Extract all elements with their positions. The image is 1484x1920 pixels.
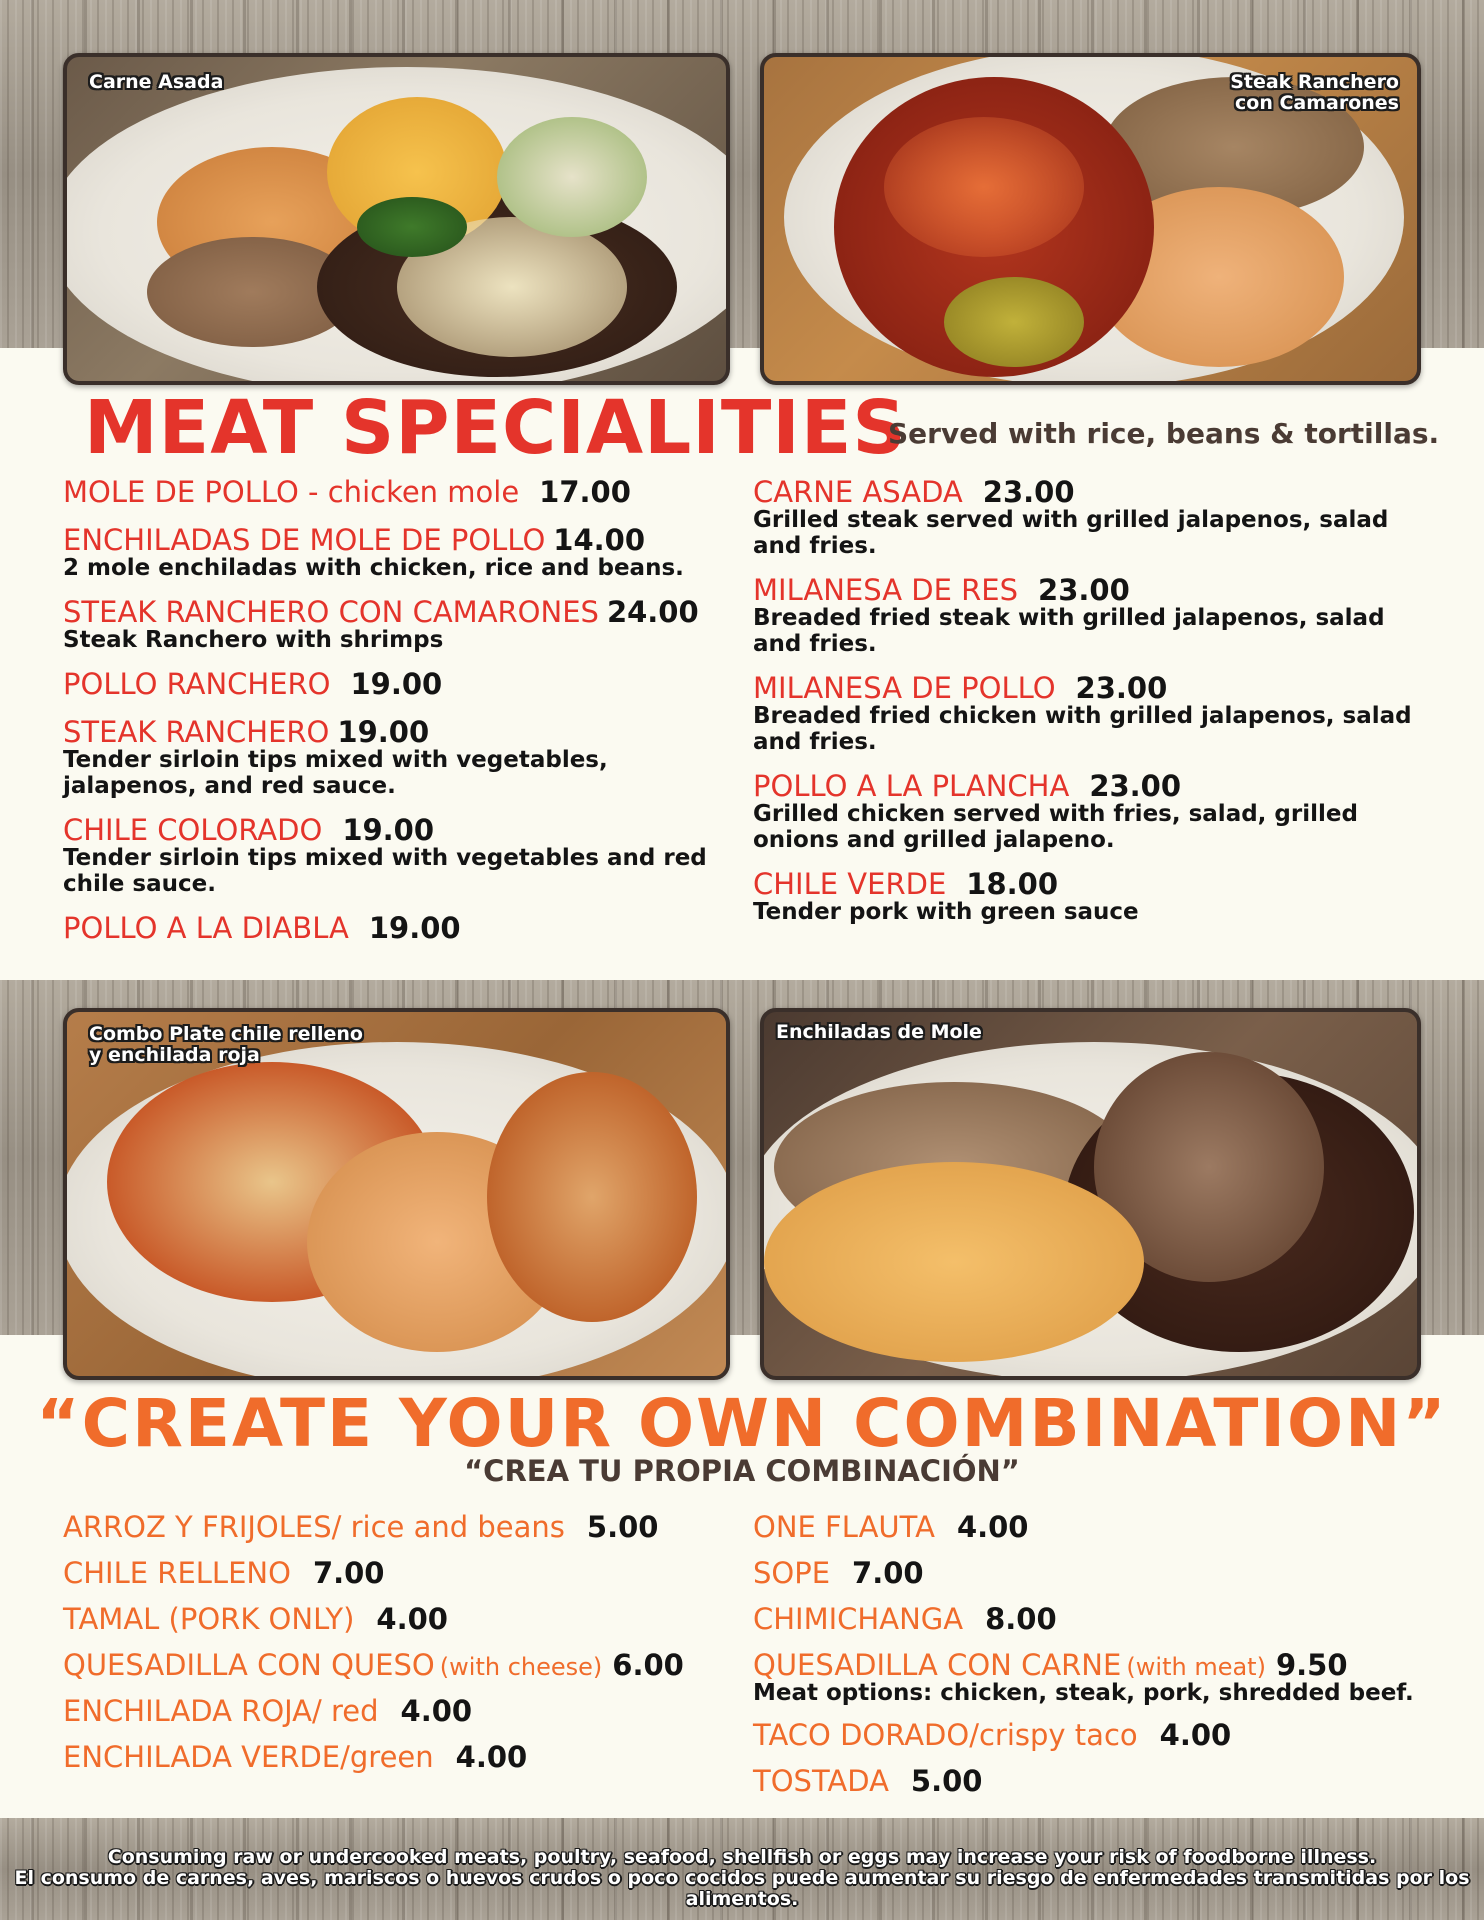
menu-item	[63, 667, 733, 701]
meat-specialities-title: MEAT SPECIALITIES	[84, 385, 907, 471]
item-name: CHILE RELLENO	[63, 1556, 291, 1590]
item-description: Steak Ranchero with shrimps	[63, 627, 444, 653]
combo-left-column	[63, 1510, 743, 1786]
item-price: 17.00	[539, 475, 631, 509]
photo-caption-enchiladas-mole: Enchiladas de Mole	[776, 1021, 982, 1043]
item-price: 4.00	[455, 1740, 528, 1774]
meat-left-column	[63, 475, 733, 959]
combo-item	[753, 1764, 1443, 1798]
item-price: 4.00	[1159, 1718, 1232, 1752]
item-name: CHILE VERDE	[753, 867, 947, 901]
item-price: 19.00	[368, 911, 461, 945]
item-price: 9.50	[1275, 1648, 1348, 1682]
shrimp	[884, 117, 1084, 257]
item-price: 24.00	[606, 595, 699, 629]
item-price: 23.00	[1075, 671, 1168, 705]
item-description: Tender pork with green sauce	[753, 899, 1139, 925]
combo-item	[753, 1718, 1443, 1752]
item-description: 2 mole enchiladas with chicken, rice and beans.	[63, 555, 684, 581]
menu-item	[63, 715, 733, 799]
jalapeno	[357, 197, 467, 257]
meat-right-column	[753, 475, 1423, 939]
combo-item	[63, 1510, 743, 1544]
item-name: MOLE DE POLLO - chicken mole	[63, 475, 520, 509]
footer-disclaimer-spanish: El consumo de carnes, aves, mariscos o huevos crudos o poco cocidos puede aumentar su riesgo de enfermedades transmitidas por los alimentos.	[14, 1867, 1470, 1910]
item-name: ENCHILADA VERDE/green	[63, 1740, 434, 1774]
item-description: Breaded fried steak with grilled jalapenos, salad and fries.	[753, 605, 1385, 657]
item-name: QUESADILLA CON QUESO	[63, 1648, 435, 1682]
item-name: TACO DORADO/crispy taco	[753, 1718, 1138, 1752]
item-description: Tender sirloin tips mixed with vegetables, jalapenos, and red sauce.	[63, 747, 608, 799]
menu-item	[63, 813, 733, 897]
item-note: (with meat)	[1126, 1653, 1266, 1681]
item-name: STEAK RANCHERO CON CAMARONES	[63, 595, 599, 629]
item-name: SOPE	[753, 1556, 831, 1590]
item-price: 19.00	[350, 667, 443, 701]
item-price: 14.00	[553, 523, 646, 557]
combo-right-column	[753, 1510, 1443, 1810]
meat-specialities-subtitle: Served with rice, beans & tortillas.	[888, 417, 1440, 450]
menu-item	[63, 911, 733, 945]
item-price: 19.00	[342, 813, 435, 847]
item-price: 4.00	[376, 1602, 448, 1636]
salad	[497, 117, 647, 237]
item-name: STEAK RANCHERO	[63, 715, 330, 749]
photo-combo-plate	[63, 1008, 730, 1380]
menu-item	[753, 475, 1423, 559]
item-name: CHIMICHANGA	[753, 1602, 964, 1636]
item-description: Breaded fried chicken with grilled jalapenos, salad and fries.	[753, 703, 1412, 755]
menu-item	[63, 595, 733, 653]
item-price: 6.00	[612, 1648, 684, 1682]
combo-item	[63, 1648, 743, 1682]
item-name: TOSTADA	[753, 1764, 889, 1798]
item-name: TAMAL (PORK ONLY)	[63, 1602, 355, 1636]
combo-item	[63, 1602, 743, 1636]
photo-steak-ranchero	[760, 53, 1421, 385]
combo-item	[63, 1694, 743, 1728]
item-price: 23.00	[1038, 573, 1130, 607]
photo-caption-steak-ranchero: Steak Ranchero con Camarones	[1230, 71, 1399, 114]
menu-item	[63, 475, 733, 509]
item-price: 23.00	[982, 475, 1075, 509]
footer-disclaimer-english: Consuming raw or undercooked meats, poultry, seafood, shellfish or eggs may increase your risk of foodborne illness.	[107, 1846, 1377, 1868]
item-name: POLLO A LA DIABLA	[63, 911, 349, 945]
item-description: Grilled chicken served with fries, salad, grilled onions and grilled jalapeno.	[753, 801, 1358, 853]
item-price: 18.00	[966, 867, 1059, 901]
peppers	[944, 277, 1084, 367]
item-price: 5.00	[586, 1510, 659, 1544]
photo-carne-asada	[63, 53, 730, 385]
item-name: MILANESA DE POLLO	[753, 671, 1056, 705]
item-name: MILANESA DE RES	[753, 573, 1019, 607]
menu-item	[63, 523, 733, 581]
item-note: (with cheese)	[439, 1653, 603, 1681]
combo-item	[63, 1740, 743, 1774]
item-price: 7.00	[852, 1556, 924, 1590]
item-name: ENCHILADAS DE MOLE DE POLLO	[63, 523, 546, 557]
item-name: QUESADILLA CON CARNE	[753, 1648, 1122, 1682]
item-price: 7.00	[312, 1556, 385, 1590]
item-name: CHILE COLORADO	[63, 813, 323, 847]
item-price: 5.00	[910, 1764, 983, 1798]
combo-subtitle: “CREA TU PROPIA COMBINACIÓN”	[464, 1454, 1020, 1488]
combo-item	[753, 1648, 1443, 1706]
photo-caption-carne-asada: Carne Asada	[89, 71, 224, 93]
item-name: ENCHILADA ROJA/ red	[63, 1694, 379, 1728]
item-price: 19.00	[337, 715, 430, 749]
combo-item	[753, 1556, 1443, 1590]
item-name: ONE FLAUTA	[753, 1510, 935, 1544]
combo-item	[753, 1602, 1443, 1636]
photo-enchiladas-mole	[760, 1008, 1421, 1380]
menu-item	[753, 573, 1423, 657]
enchilada-roja	[487, 1072, 697, 1322]
item-name: CARNE ASADA	[753, 475, 963, 509]
combo-item	[753, 1510, 1443, 1544]
combo-item	[63, 1556, 743, 1590]
item-price: 4.00	[956, 1510, 1029, 1544]
item-price: 8.00	[985, 1602, 1057, 1636]
item-description: Tender sirloin tips mixed with vegetables and red chile sauce.	[63, 845, 707, 897]
item-price: 4.00	[400, 1694, 473, 1728]
item-price: 23.00	[1089, 769, 1182, 803]
item-description: Meat options: chicken, steak, pork, shredded beef.	[753, 1680, 1414, 1706]
photo-caption-combo-plate: Combo Plate chile relleno y enchilada roja	[89, 1023, 363, 1066]
combo-title: “CREATE YOUR OWN COMBINATION”	[36, 1385, 1448, 1462]
item-description: Grilled steak served with grilled jalapenos, salad and fries.	[753, 507, 1389, 559]
item-name: ARROZ Y FRIJOLES/ rice and beans	[63, 1510, 565, 1544]
item-name: POLLO A LA PLANCHA	[753, 769, 1070, 803]
menu-item	[753, 671, 1423, 755]
item-name: POLLO RANCHERO	[63, 667, 331, 701]
menu-item	[753, 769, 1423, 853]
menu-item	[753, 867, 1423, 925]
rice	[764, 1162, 1144, 1362]
